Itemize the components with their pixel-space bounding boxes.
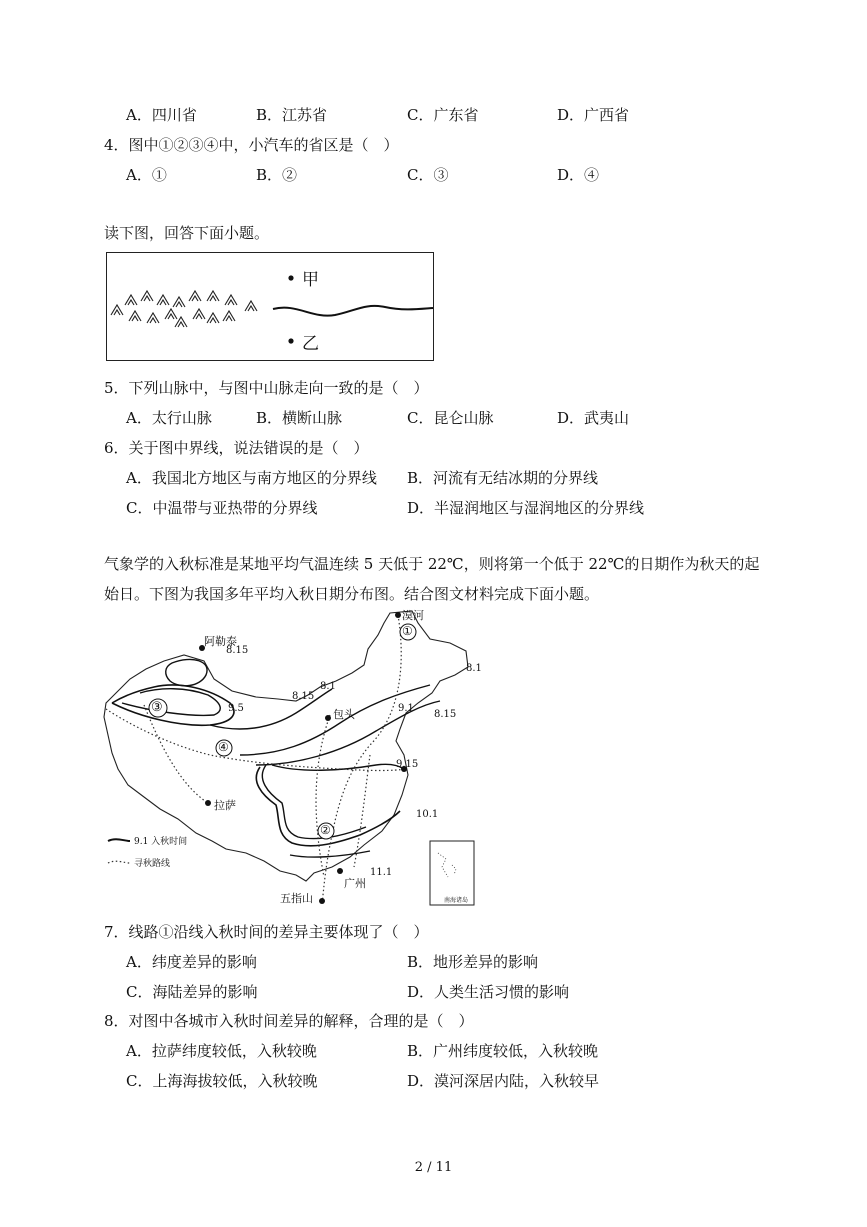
- page-number: 2 / 11: [414, 1160, 453, 1175]
- isoline-label: 8.15: [434, 709, 457, 720]
- mountain-range-diagram: [107, 253, 433, 360]
- city-dot-guangzhou: [337, 868, 343, 874]
- option-a: A．太行山脉: [126, 409, 212, 427]
- question-5-stem: 5．下列山脉中，与图中山脉走向一致的是（ ）: [104, 379, 429, 397]
- option-a: A．我国北方地区与南方地区的分界线: [126, 469, 377, 487]
- route-2: [316, 715, 330, 877]
- isoline-label: 9.5: [228, 703, 244, 714]
- route-east: [354, 755, 370, 867]
- city-label-wuzhishan: 五指山: [280, 892, 313, 905]
- option-c: C．中温带与亚热带的分界线: [126, 499, 318, 517]
- option-d: D．④: [557, 166, 600, 184]
- city-dot-mohe: [395, 612, 401, 618]
- isoline-label: 8.1: [466, 663, 482, 674]
- route-number-4: ④: [218, 740, 229, 754]
- city-label-mohe: 漠河: [402, 609, 424, 622]
- option-c: C．广东省: [407, 106, 479, 124]
- intro2-line1: 气象学的入秋标准是某地平均气温连续 5 天低于 22℃，则将第一个低于 22℃的日期作为秋天的起: [104, 555, 760, 573]
- option-c: C．昆仑山脉: [407, 409, 494, 427]
- point-yi: [288, 338, 293, 343]
- option-b: B．江苏省: [256, 106, 328, 124]
- label-yi: 乙: [302, 334, 319, 354]
- option-a: A．拉萨纬度较低，入秋较晚: [126, 1042, 317, 1060]
- isoline-label: 8.15: [292, 691, 315, 702]
- route-1: [322, 615, 401, 905]
- isoline-label: 9.1: [398, 703, 414, 714]
- city-dot-wuzhishan: [319, 898, 325, 904]
- isoline-label: 8.15: [226, 645, 249, 656]
- city-dot-lhasa: [205, 800, 211, 806]
- isoline-label: 10.1: [416, 809, 439, 820]
- city-label-altay: 阿勒泰: [204, 635, 237, 648]
- option-a: A．①: [126, 166, 167, 184]
- route-3: [144, 705, 208, 803]
- option-b: B．地形差异的影响: [407, 953, 539, 971]
- route-number-3: ③: [151, 700, 163, 715]
- option-d: D．广西省: [557, 106, 630, 124]
- option-b: B．广州纬度较低，入秋较晚: [407, 1042, 599, 1060]
- question-6-stem: 6．关于图中界线，说法错误的是（ ）: [104, 439, 369, 457]
- isoline-inner: [122, 689, 220, 716]
- isoline-11-1: [290, 851, 370, 857]
- option-b: B．②: [256, 166, 298, 184]
- route-number-2: ②: [320, 823, 331, 837]
- isoline-altay: [166, 659, 207, 685]
- question-7-stem: 7．线路①沿线入秋时间的差异主要体现了（ ）: [104, 923, 429, 941]
- intro-text: 读下图，回答下面小题。: [104, 224, 270, 242]
- isoline-inner-2: [262, 765, 366, 839]
- mountain-boundary-figure: [106, 252, 434, 361]
- option-a: A．四川省: [126, 106, 197, 124]
- mountain-symbols: [111, 291, 257, 327]
- option-d: D．半湿润地区与湿润地区的分界线: [407, 499, 645, 517]
- isoline-9-15: [272, 764, 404, 770]
- option-c: C．③: [407, 166, 449, 184]
- legend-route-label: 寻秋路线: [134, 859, 171, 869]
- point-jia: [288, 275, 293, 280]
- option-b: B．横断山脉: [256, 409, 343, 427]
- city-dot-baotou: [325, 715, 331, 721]
- option-b: B．河流有无结冰期的分界线: [407, 469, 599, 487]
- question-4-stem: 4．图中①②③④中，小汽车的省区是（ ）: [104, 136, 399, 154]
- option-a: A．纬度差异的影响: [126, 953, 257, 971]
- autumn-onset-map: [100, 605, 480, 910]
- isoline-label: 8.1: [320, 681, 336, 692]
- city-label-lhasa: 拉萨: [214, 799, 236, 812]
- option-c: C．海陆差异的影响: [126, 983, 258, 1001]
- label-jia: 甲: [302, 270, 319, 290]
- intro2-line2: 始日。下图为我国多年平均入秋日期分布图。结合图文材料完成下面小题。: [104, 585, 600, 603]
- isoline-label: 9.15: [396, 759, 419, 770]
- legend-isoline-label: 9.1 入秋时间: [134, 837, 188, 847]
- inset-islands: [438, 853, 456, 877]
- option-c: C．上海海拔较低，入秋较晚: [126, 1072, 318, 1090]
- option-d: D．漠河深居内陆，入秋较早: [407, 1072, 600, 1090]
- legend-isoline-swatch: [108, 839, 130, 841]
- option-d: D．人类生活习惯的影响: [407, 983, 570, 1001]
- city-label-baotou: 包头: [333, 708, 355, 721]
- isoline-label: 11.1: [370, 867, 393, 878]
- city-label-guangzhou: 广州: [344, 877, 366, 890]
- question-8-stem: 8．对图中各城市入秋时间差异的解释，合理的是（ ）: [104, 1012, 474, 1030]
- route-number-1: ①: [402, 624, 413, 638]
- option-d: D．武夷山: [557, 409, 630, 427]
- legend-route-swatch: [108, 861, 130, 863]
- boundary-line: [273, 306, 433, 316]
- inset-label: 南海诸岛: [444, 897, 469, 904]
